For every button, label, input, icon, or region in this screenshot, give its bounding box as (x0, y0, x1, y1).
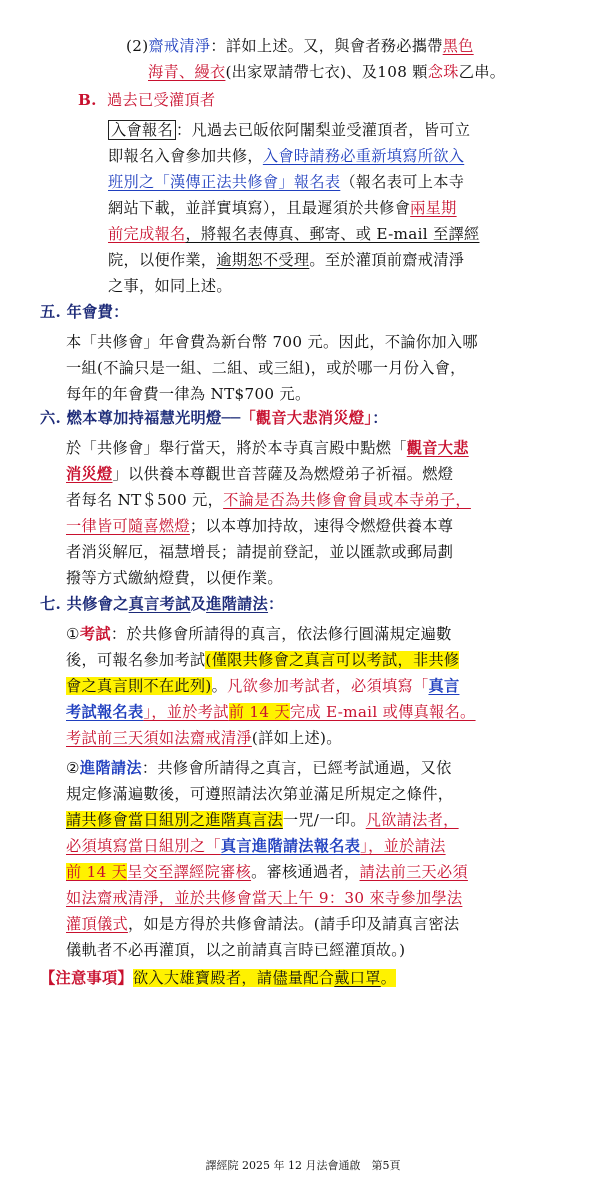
section-b-line2: 即報名入會參加共修，入會時請務必重新填寫所欲入 (108, 147, 465, 165)
section-b-line1: 入會報名 ：凡過去已皈依阿闍梨並受灌頂者，皆可立 (108, 118, 470, 142)
advanced-line4: 必須填寫當日組別之「真言進階請法報名表」，並於請法 (66, 837, 446, 855)
exam-line4: 考試報名表」，並於考試前 14 天完成 E-mail 或傳真報名。 (66, 703, 476, 721)
section-b-line3: 班別之「漢傳正法共修會」報名表（報名表可上本寺 (108, 173, 465, 191)
section-b-heading: B. 過去已受灌頂者 (78, 91, 216, 109)
section-6-line5: 者消災解厄，福慧增長；請提前登記，並以匯款或郵局劃 (66, 543, 454, 561)
advanced-line2: 規定修滿遍數後，可遵照請法次第並滿足所規定之條件， (66, 785, 454, 803)
section-7-heading: 七. 共修會之真言考試及進階請法： (40, 595, 284, 613)
section-5-heading: 五. 年會費： (40, 303, 129, 321)
section-b-line4: 網站下載，並詳實填寫），且最遲須於共修會兩星期 (108, 199, 457, 217)
section-6-line4: 一律皆可隨喜燃燈；以本尊加持故，速得令燃燈供養本尊 (66, 517, 454, 535)
notice-line: 【注意事項】欲入大雄寶殿者，請儘量配合戴口罩。 (40, 969, 397, 987)
exam-line1: ①考試：於共修會所請得的真言，依法修行圓滿規定遍數 (66, 625, 452, 643)
signup-box: 入會報名 (108, 120, 176, 140)
item-2-line1: (2)齋戒清淨：詳如上述。又，與會者務必攜帶黑色 (126, 37, 474, 55)
section-6-line1: 於「共修會」舉行當天，將於本寺真言殿中點燃「觀音大悲 (66, 439, 469, 457)
advanced-line6: 如法齋戒清淨，並於共修會當天上午 9：30 來寺參加學法 (66, 889, 463, 907)
section-5-line3: 每年的年會費一律為 NT$700 元。 (66, 385, 311, 403)
section-b-line7: 之事，如同上述。 (108, 277, 232, 295)
section-5-line2: 一組(不論只是一組、二組、或三組)，或於哪一月份入會， (66, 359, 466, 377)
advanced-line5: 前 14 天呈交至譯經院審核。審核通過者，請法前三天必須 (66, 863, 468, 881)
advanced-line7: 灌頂儀式，如是方得於共修會請法。(請手印及請真言密法 (66, 915, 460, 933)
exam-line3: 會之真言則不在此列)。凡欲參加考試者，必須填寫「真言 (66, 677, 460, 695)
section-6-line3: 者每名 NT＄500 元，不論是否為共修會會員或本寺弟子， (66, 491, 471, 509)
advanced-line3: 請共修會當日組別之進階真言法一咒/一印。凡欲請法者， (66, 811, 459, 829)
section-b-line5: 前完成報名，將報名表傳真、郵寄、或 E-mail 至譯經 (108, 225, 480, 243)
item-2-line2: 海青、縵衣(出家眾請帶七衣)、及108 顆念珠乙串。 (148, 63, 506, 81)
section-6-heading: 六. 燃本尊加持福慧光明燈──「觀音大悲消災燈」： (40, 409, 388, 427)
exam-line2: 後，可報名參加考試(僅限共修會之真言可以考試，非共修 (66, 651, 460, 669)
section-5-line1: 本「共修會」年會費為新台幣 700 元。因此，不論你加入哪 (66, 333, 478, 351)
section-6-line2: 消災燈」以供養本尊觀世音菩薩及為燃燈弟子祈福。燃燈 (66, 465, 454, 483)
advanced-line1: ②進階請法：共修會所請得之真言，已經考試通過，又依 (66, 759, 452, 777)
page-footer: 譯經院 2025 年 12 月法會通啟 第5頁 (205, 1159, 401, 1172)
section-b-line6: 院，以便作業，逾期恕不受理。至於灌頂前齋戒清淨 (108, 251, 465, 269)
advanced-line8: 儀軌者不必再灌頂，以之前請真言時已經灌頂故。) (66, 941, 406, 959)
section-6-line6: 撥等方式繳納燈費，以便作業。 (66, 569, 283, 587)
exam-line5: 考試前三天須如法齋戒清淨(詳如上述)。 (66, 729, 342, 747)
